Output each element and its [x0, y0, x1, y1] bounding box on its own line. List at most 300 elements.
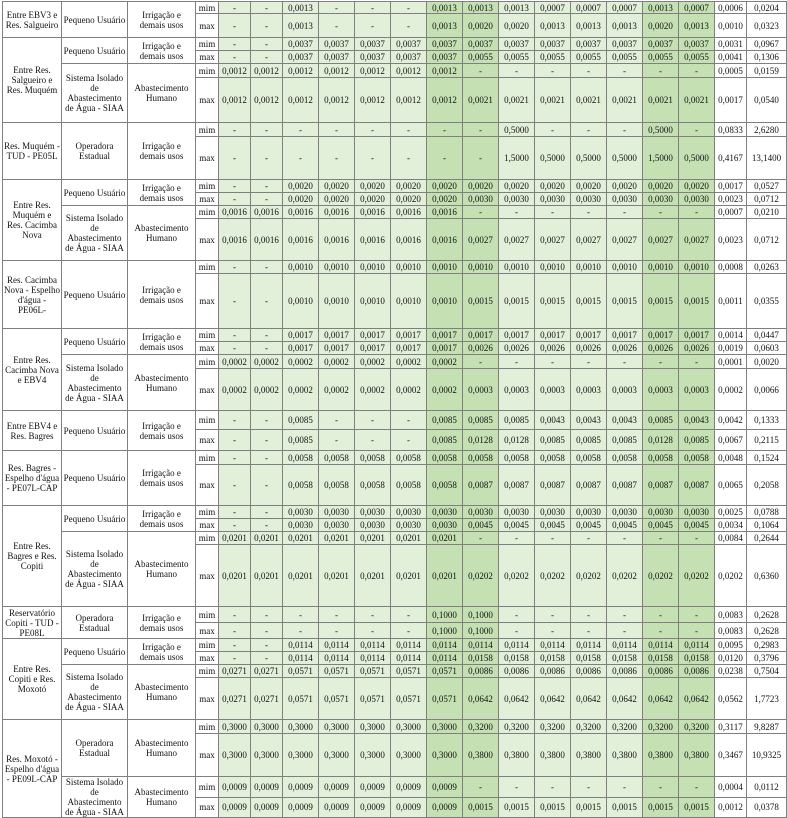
month-value-cell: -	[643, 64, 679, 78]
month-value-cell: -	[571, 64, 607, 78]
month-value-cell: 0,0021	[463, 78, 499, 123]
month-value-cell: 0,0087	[463, 465, 499, 506]
month-value-cell: 0,3800	[463, 734, 499, 777]
month-value-cell: 0,3800	[679, 734, 715, 777]
month-value-cell: 0,0010	[391, 261, 427, 274]
month-value-cell: 0,0642	[643, 678, 679, 720]
month-value-cell: -	[219, 2, 251, 14]
month-value-cell: -	[355, 623, 391, 639]
month-value-cell: 0,0017	[679, 329, 715, 342]
total-cell: 0,0112	[747, 777, 787, 798]
row-kind-cell: max	[196, 519, 219, 532]
location-cell: Reservatório Copiti - TUD - PE08L	[3, 607, 62, 639]
total-cell: 0,2628	[747, 623, 787, 639]
month-value-cell: 0,0037	[607, 38, 643, 51]
month-value-cell: 0,0158	[463, 652, 499, 665]
row-kind-cell: max	[196, 623, 219, 639]
month-value-cell: 0,0021	[607, 78, 643, 123]
average-cell: 0,0014	[715, 329, 747, 342]
month-value-cell: 0,0016	[283, 206, 319, 219]
month-value-cell: -	[391, 623, 427, 639]
month-value-cell: -	[219, 639, 251, 652]
month-value-cell: 0,0010	[355, 261, 391, 274]
month-value-cell: 0,3200	[535, 720, 571, 734]
month-value-cell: -	[391, 607, 427, 623]
total-cell: 0,0159	[747, 64, 787, 78]
average-cell: 0,0002	[715, 369, 747, 411]
month-value-cell: 0,0017	[463, 329, 499, 342]
month-value-cell: 0,0085	[283, 430, 319, 451]
month-value-cell: -	[251, 123, 283, 137]
average-cell: 0,0562	[715, 678, 747, 720]
table-row	[3, 665, 787, 678]
month-value-cell: -	[355, 14, 391, 38]
month-value-cell: 0,0058	[319, 465, 355, 506]
month-value-cell: 0,0037	[427, 51, 463, 64]
month-value-cell: -	[607, 607, 643, 623]
month-value-cell: -	[219, 137, 251, 180]
month-value-cell: 0,0021	[499, 78, 535, 123]
month-value-cell: 0,0010	[427, 274, 463, 329]
average-cell: 0,0083	[715, 623, 747, 639]
month-value-cell: 0,0013	[679, 14, 715, 38]
month-value-cell: 0,0021	[571, 78, 607, 123]
month-value-cell: 0,0020	[427, 193, 463, 206]
use-cell: Abastecimento Humano	[128, 777, 196, 818]
month-value-cell: 0,0012	[219, 78, 251, 123]
use-cell: Abastecimento Humano	[128, 532, 196, 607]
month-value-cell: 0,0009	[391, 797, 427, 818]
month-value-cell: 0,0271	[251, 665, 283, 678]
month-value-cell: -	[283, 123, 319, 137]
row-kind-cell: mim	[196, 206, 219, 219]
month-value-cell: 0,0007	[607, 2, 643, 14]
month-value-cell: 0,0015	[679, 274, 715, 329]
average-cell: 0,0019	[715, 342, 747, 355]
average-cell: 0,0065	[715, 465, 747, 506]
month-value-cell: 0,0012	[391, 64, 427, 78]
month-value-cell: -	[319, 411, 355, 430]
month-value-cell: 0,0020	[283, 180, 319, 193]
month-value-cell: 0,0085	[463, 411, 499, 430]
month-value-cell: 0,0016	[219, 219, 251, 261]
month-value-cell: 0,0012	[283, 78, 319, 123]
month-value-cell: -	[391, 430, 427, 451]
month-value-cell: 0,0201	[219, 532, 251, 545]
month-value-cell: 0,3200	[499, 720, 535, 734]
month-value-cell: -	[355, 2, 391, 14]
month-value-cell: -	[219, 14, 251, 38]
average-cell: 0,0008	[715, 261, 747, 274]
month-value-cell: -	[571, 355, 607, 369]
month-value-cell: 0,0020	[607, 180, 643, 193]
month-value-cell: 0,0015	[679, 797, 715, 818]
month-value-cell: 0,0020	[427, 180, 463, 193]
category-cell: Sistema Isolado de Abastecimento de Água - SIAA	[62, 355, 128, 411]
month-value-cell: 0,0037	[679, 38, 715, 51]
table-row	[3, 411, 787, 430]
average-cell: 0,0023	[715, 219, 747, 261]
row-kind-cell: max	[196, 274, 219, 329]
month-value-cell: -	[607, 777, 643, 798]
row-kind-cell: max	[196, 430, 219, 451]
month-value-cell: 0,0009	[319, 797, 355, 818]
month-value-cell: 0,0015	[535, 797, 571, 818]
month-value-cell: 0,0009	[355, 777, 391, 798]
month-value-cell: 0,0020	[319, 193, 355, 206]
month-value-cell: 0,0037	[643, 38, 679, 51]
month-value-cell: 0,0114	[427, 652, 463, 665]
month-value-cell: 0,0013	[283, 14, 319, 38]
category-cell: Pequeno Usuário	[62, 639, 128, 665]
month-value-cell: 0,0030	[319, 506, 355, 519]
month-value-cell: 0,0086	[607, 665, 643, 678]
month-value-cell: 0,0003	[535, 369, 571, 411]
month-value-cell: -	[219, 506, 251, 519]
month-value-cell: -	[643, 206, 679, 219]
month-value-cell: 0,0114	[319, 639, 355, 652]
month-value-cell: -	[535, 607, 571, 623]
row-kind-cell: max	[196, 137, 219, 180]
table-row	[3, 38, 787, 51]
month-value-cell: 0,0016	[391, 219, 427, 261]
month-value-cell: 0,0030	[679, 506, 715, 519]
month-value-cell: 0,0015	[607, 274, 643, 329]
month-value-cell: 0,0013	[607, 14, 643, 38]
month-value-cell: 0,0045	[571, 519, 607, 532]
location-cell: Entre EBV4 e Res. Bagres	[3, 411, 62, 451]
month-value-cell: 0,0007	[571, 2, 607, 14]
month-value-cell: 0,0114	[391, 652, 427, 665]
table-row	[3, 2, 787, 14]
use-cell: Irrigação e demais usos	[128, 451, 196, 506]
month-value-cell: 0,0010	[643, 261, 679, 274]
month-value-cell: 0,0037	[355, 51, 391, 64]
month-value-cell: -	[251, 274, 283, 329]
month-value-cell: 0,0009	[283, 797, 319, 818]
month-value-cell: -	[679, 64, 715, 78]
month-value-cell: 0,0202	[499, 545, 535, 607]
row-kind-cell: mim	[196, 261, 219, 274]
month-value-cell: 0,0027	[499, 219, 535, 261]
row-kind-cell: max	[196, 219, 219, 261]
month-value-cell: 0,0571	[427, 665, 463, 678]
average-cell: 0,3117	[715, 720, 747, 734]
month-value-cell: -	[571, 607, 607, 623]
month-value-cell: 0,3000	[319, 734, 355, 777]
row-kind-cell: mim	[196, 38, 219, 51]
month-value-cell: 0,0015	[535, 274, 571, 329]
row-kind-cell: mim	[196, 607, 219, 623]
total-cell: 0,0355	[747, 274, 787, 329]
month-value-cell: 0,0009	[319, 777, 355, 798]
month-value-cell: 0,0012	[283, 64, 319, 78]
month-value-cell: -	[219, 180, 251, 193]
average-cell: 0,0012	[715, 797, 747, 818]
location-cell: Entre EBV3 e Res. Salgueiro	[3, 2, 62, 38]
total-cell: 0,7504	[747, 665, 787, 678]
month-value-cell: -	[355, 430, 391, 451]
month-value-cell: -	[319, 137, 355, 180]
average-cell: 0,0007	[715, 206, 747, 219]
month-value-cell: 0,0085	[283, 411, 319, 430]
average-cell: 0,0025	[715, 506, 747, 519]
month-value-cell: 0,0015	[607, 797, 643, 818]
month-value-cell: -	[463, 777, 499, 798]
month-value-cell: 0,0114	[499, 639, 535, 652]
month-value-cell: 0,0021	[679, 78, 715, 123]
month-value-cell: 0,0202	[643, 545, 679, 607]
month-value-cell: 0,0202	[463, 545, 499, 607]
total-cell: 0,1333	[747, 411, 787, 430]
month-value-cell: -	[607, 355, 643, 369]
month-value-cell: 0,0030	[427, 519, 463, 532]
row-kind-cell: max	[196, 369, 219, 411]
month-value-cell: 0,0055	[607, 51, 643, 64]
month-value-cell: 0,0201	[319, 545, 355, 607]
month-value-cell: 0,0201	[283, 545, 319, 607]
category-cell: Sistema Isolado de Abastecimento de Água - SIAA	[62, 777, 128, 818]
month-value-cell: -	[219, 451, 251, 465]
month-value-cell: -	[463, 206, 499, 219]
total-cell: 0,2058	[747, 465, 787, 506]
month-value-cell: 0,0055	[535, 51, 571, 64]
row-kind-cell: max	[196, 678, 219, 720]
month-value-cell: 0,0085	[679, 430, 715, 451]
month-value-cell: -	[391, 137, 427, 180]
category-cell: Pequeno Usuário	[62, 411, 128, 451]
month-value-cell: 0,0571	[319, 678, 355, 720]
month-value-cell: 0,0045	[643, 519, 679, 532]
average-cell: 0,0001	[715, 355, 747, 369]
category-cell: Pequeno Usuário	[62, 261, 128, 329]
location-cell: Entre Res. Copiti e Res. Moxotó	[3, 639, 62, 720]
total-cell: 1,7723	[747, 678, 787, 720]
average-cell: 0,0017	[715, 78, 747, 123]
month-value-cell: 0,0037	[319, 51, 355, 64]
use-cell: Abastecimento Humano	[128, 206, 196, 261]
average-cell: 0,0034	[715, 519, 747, 532]
month-value-cell: 0,0058	[391, 451, 427, 465]
row-kind-cell: mim	[196, 180, 219, 193]
average-cell: 0,0010	[715, 14, 747, 38]
category-cell: Sistema Isolado de Abastecimento de Água - SIAA	[62, 64, 128, 123]
month-value-cell: 0,0017	[427, 342, 463, 355]
month-value-cell: -	[219, 607, 251, 623]
total-cell: 0,0263	[747, 261, 787, 274]
category-cell: Operadora Estadual	[62, 607, 128, 639]
month-value-cell: 0,0114	[319, 652, 355, 665]
month-value-cell: 0,0114	[283, 652, 319, 665]
month-value-cell: 0,3800	[535, 734, 571, 777]
month-value-cell: 0,0114	[571, 639, 607, 652]
month-value-cell: -	[391, 123, 427, 137]
average-cell: 0,0120	[715, 652, 747, 665]
total-cell: 0,0210	[747, 206, 787, 219]
month-value-cell: 0,0271	[251, 678, 283, 720]
month-value-cell: 0,0086	[643, 665, 679, 678]
month-value-cell: 0,0021	[643, 78, 679, 123]
total-cell: 0,1306	[747, 51, 787, 64]
month-value-cell: 0,0030	[571, 506, 607, 519]
month-value-cell: 0,0010	[283, 274, 319, 329]
month-value-cell: 0,0085	[427, 411, 463, 430]
use-cell: Abastecimento Humano	[128, 665, 196, 720]
month-value-cell: 0,0030	[643, 506, 679, 519]
month-value-cell: -	[679, 123, 715, 137]
month-value-cell: 0,0016	[355, 219, 391, 261]
month-value-cell: -	[499, 777, 535, 798]
month-value-cell: 0,0030	[283, 506, 319, 519]
table-row	[3, 261, 787, 274]
month-value-cell: 0,0010	[499, 261, 535, 274]
month-value-cell: 0,0058	[463, 451, 499, 465]
month-value-cell: 0,0012	[319, 64, 355, 78]
month-value-cell: 0,0012	[427, 64, 463, 78]
month-value-cell: 0,3000	[355, 734, 391, 777]
row-kind-cell: max	[196, 51, 219, 64]
month-value-cell: -	[679, 355, 715, 369]
month-value-cell: 0,0002	[319, 355, 355, 369]
row-kind-cell: max	[196, 193, 219, 206]
month-value-cell: 0,0002	[355, 369, 391, 411]
average-cell: 0,0006	[715, 2, 747, 14]
month-value-cell: 0,0015	[463, 797, 499, 818]
month-value-cell: 0,0026	[499, 342, 535, 355]
row-kind-cell: max	[196, 78, 219, 123]
month-value-cell: 0,0085	[571, 430, 607, 451]
average-cell: 0,0095	[715, 639, 747, 652]
month-value-cell: -	[283, 623, 319, 639]
month-value-cell: 0,0013	[283, 2, 319, 14]
month-value-cell: 0,3000	[427, 734, 463, 777]
month-value-cell: 0,0043	[679, 411, 715, 430]
month-value-cell: -	[219, 342, 251, 355]
month-value-cell: -	[607, 206, 643, 219]
month-value-cell: -	[463, 123, 499, 137]
month-value-cell: -	[607, 532, 643, 545]
month-value-cell: -	[391, 14, 427, 38]
location-cell: Entre Res. Muquém e Res. Cacimba Nova	[3, 180, 62, 261]
row-kind-cell: mim	[196, 532, 219, 545]
month-value-cell: 0,0030	[499, 193, 535, 206]
month-value-cell: 0,1000	[463, 607, 499, 623]
month-value-cell: 0,0020	[643, 14, 679, 38]
month-value-cell: 0,0020	[679, 180, 715, 193]
month-value-cell: -	[219, 38, 251, 51]
row-kind-cell: max	[196, 652, 219, 665]
month-value-cell: -	[219, 519, 251, 532]
month-value-cell: 0,0045	[607, 519, 643, 532]
month-value-cell: 0,5000	[643, 123, 679, 137]
month-value-cell: 0,0030	[463, 193, 499, 206]
category-cell: Pequeno Usuário	[62, 451, 128, 506]
month-value-cell: 0,0114	[355, 639, 391, 652]
month-value-cell: 0,0201	[427, 545, 463, 607]
average-cell: 0,0004	[715, 777, 747, 798]
month-value-cell: -	[219, 652, 251, 665]
month-value-cell: 0,0027	[643, 219, 679, 261]
total-cell: 9,8287	[747, 720, 787, 734]
month-value-cell: -	[679, 623, 715, 639]
month-value-cell: -	[319, 607, 355, 623]
month-value-cell: 0,0271	[219, 678, 251, 720]
month-value-cell: 0,0009	[251, 777, 283, 798]
month-value-cell: 0,0012	[251, 64, 283, 78]
category-cell: Pequeno Usuário	[62, 329, 128, 355]
month-value-cell: 1,5000	[643, 137, 679, 180]
location-cell: Entre Res. Salgueiro e Res. Muquém	[3, 38, 62, 123]
month-value-cell: 0,0055	[643, 51, 679, 64]
use-cell: Irrigação e demais usos	[128, 329, 196, 355]
month-value-cell: 0,0037	[283, 51, 319, 64]
table-row	[3, 123, 787, 137]
month-value-cell: 0,0271	[219, 665, 251, 678]
vazoes-table	[2, 1, 787, 818]
use-cell: Abastecimento Humano	[128, 720, 196, 777]
month-value-cell: 0,0027	[463, 219, 499, 261]
month-value-cell: 0,0010	[535, 261, 571, 274]
location-cell: Res. Bagres - Espelho d'água - PE07L-CAP	[3, 451, 62, 506]
month-value-cell: 0,0020	[283, 193, 319, 206]
month-value-cell: 0,0012	[427, 78, 463, 123]
month-value-cell: 0,0642	[463, 678, 499, 720]
month-value-cell: 0,0571	[355, 665, 391, 678]
month-value-cell: 0,0015	[571, 797, 607, 818]
month-value-cell: 0,3000	[391, 734, 427, 777]
month-value-cell: 0,0086	[571, 665, 607, 678]
month-value-cell: -	[251, 261, 283, 274]
month-value-cell: 0,0010	[463, 261, 499, 274]
month-value-cell: 0,0030	[391, 519, 427, 532]
row-kind-cell: mim	[196, 506, 219, 519]
category-cell: Sistema Isolado de Abastecimento de Água - SIAA	[62, 532, 128, 607]
month-value-cell: -	[251, 607, 283, 623]
month-value-cell: 0,0201	[355, 545, 391, 607]
month-value-cell: 0,0037	[283, 38, 319, 51]
month-value-cell: 0,3800	[499, 734, 535, 777]
total-cell: 10,9325	[747, 734, 787, 777]
month-value-cell: 0,0017	[427, 329, 463, 342]
month-value-cell: -	[463, 532, 499, 545]
month-value-cell: -	[355, 123, 391, 137]
month-value-cell: 0,0002	[219, 369, 251, 411]
month-value-cell: 0,3000	[283, 734, 319, 777]
month-value-cell: 0,0087	[499, 465, 535, 506]
month-value-cell: 0,0037	[391, 51, 427, 64]
month-value-cell: 0,0058	[643, 451, 679, 465]
location-cell: Res. Cacimba Nova - Espelho d'água - PE06L-	[3, 261, 62, 329]
month-value-cell: 0,3000	[283, 720, 319, 734]
row-kind-cell: max	[196, 545, 219, 607]
total-cell: 0,0323	[747, 14, 787, 38]
month-value-cell: 0,0020	[535, 180, 571, 193]
month-value-cell: 0,0003	[643, 369, 679, 411]
month-value-cell: 0,0002	[427, 369, 463, 411]
month-value-cell: 0,0013	[463, 2, 499, 14]
average-cell: 0,4167	[715, 137, 747, 180]
month-value-cell: 0,0017	[283, 329, 319, 342]
month-value-cell: -	[319, 123, 355, 137]
month-value-cell: 0,0012	[355, 64, 391, 78]
month-value-cell: 0,0010	[319, 274, 355, 329]
month-value-cell: -	[535, 206, 571, 219]
month-value-cell: 0,0026	[463, 342, 499, 355]
month-value-cell: -	[679, 532, 715, 545]
month-value-cell: -	[571, 206, 607, 219]
row-kind-cell: max	[196, 734, 219, 777]
month-value-cell: 0,0015	[499, 797, 535, 818]
